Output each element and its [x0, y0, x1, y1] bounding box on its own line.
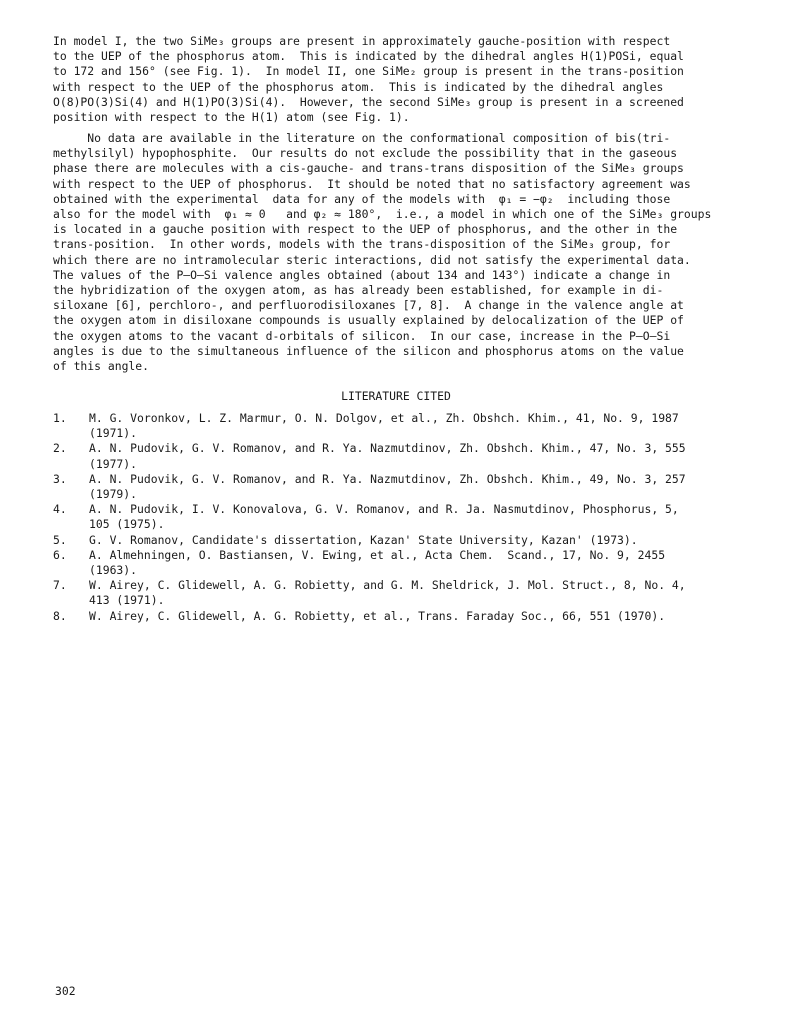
reference-item [53, 472, 743, 502]
reference-list [53, 411, 743, 624]
reference-number: 6. [53, 547, 67, 562]
reference-number: 7. [53, 578, 67, 593]
body-paragraph-2: No data are available in the literature on the conformational composition of bis(tri- methylsilyl) hypophosphite. Our results do not exclude the possibility that in the gaseous phase there are molecules with a cis-gauche- and trans-trans disposition of the SiMe₃ groups with respect to the UEP of phosphorus. It should be noted that no satisfactory agreement was obtained with the experimental data for any of the models with φ₁ = −φ₂ including those also for the model with φ₁ ≈ 0 and φ₂ ≈ 180°, i.e., a model in which one of the SiMe₃ groups is located in a gauche position with respect to the UEP of phosphorus, and the other in the trans-position. In other words, models with the trans-disposition of the SiMe₃ group, for which there are no intramolecular steric interactions, did not satisfy the experimental data. The values of the P—O—Si valence angles obtained (about 134 and 143°) indicate a change in the hybridization of the oxygen atom, as has already been established, for example in di- siloxane [6], perchloro-, and perfluorodisiloxanes [7, 8]. A change in the valence angle at the oxygen atom in disiloxane compounds is usually explained by delocalization of the UEP of the oxygen atoms to the vacant d-orbitals of silicon. In our case, increase in the P—O—Si angles is due to the simultaneous influence of the silicon and phosphorus atoms on the value of this angle. [53, 131, 712, 374]
reference-number: 4. [53, 502, 67, 517]
reference-number: 5. [53, 532, 67, 547]
reference-text: W. Airey, C. Glidewell, A. G. Robietty, et al., Trans. Faraday Soc., 66, 551 (1970). [89, 608, 666, 623]
reference-text: G. V. Romanov, Candidate's dissertation, Kazan' State University, Kazan' (1973). [89, 532, 638, 547]
page-number: 302 [55, 984, 76, 998]
reference-text: A. Almehningen, O. Bastiansen, V. Ewing, et al., Acta Chem. Scand., 17, No. 9, 2455 (1963). [89, 547, 666, 578]
reference-item [53, 533, 743, 548]
reference-number: 8. [53, 608, 67, 623]
reference-text: A. N. Pudovik, G. V. Romanov, and R. Ya. Nazmutdinov, Zh. Obshch. Khim., 47, No. 3, 555 (1977). [89, 441, 686, 471]
reference-number: 3. [53, 471, 67, 486]
reference-item [53, 548, 743, 578]
reference-item [53, 411, 743, 441]
reference-item [53, 502, 743, 532]
reference-item [53, 609, 743, 624]
reference-text: W. Airey, C. Glidewell, A. G. Robietty, and G. M. Sheldrick, J. Mol. Struct., 8, No. 4, 413 (1971). [89, 578, 686, 608]
reference-number: 1. [53, 411, 67, 425]
literature-cited-heading: LITERATURE CITED [341, 389, 451, 403]
reference-number: 2. [53, 441, 67, 456]
reference-item [53, 578, 743, 608]
reference-text: A. N. Pudovik, G. V. Romanov, and R. Ya. Nazmutdinov, Zh. Obshch. Khim., 49, No. 3, 257 (1979). [89, 471, 686, 502]
reference-text: A. N. Pudovik, I. V. Konovalova, G. V. Romanov, and R. Ja. Nasmutdinov, Phosphorus, 5, 105 (1975). [89, 502, 679, 532]
reference-item [53, 441, 743, 471]
reference-text: M. G. Voronkov, L. Z. Marmur, O. N. Dolgov, et al., Zh. Obshch. Khim., 41, No. 9, 1987 (1971). [89, 411, 679, 441]
body-paragraph-1: In model I, the two SiMe₃ groups are present in approximately gauche-position with respect to the UEP of the phosphorus atom. This is indicated by the dihedral angles H(1)POSi, equal to 172 and 156° (see Fig. 1). In model II, one SiMe₂ group is present in the trans-position with respect to the UEP of the phosphorus atom. This is indicated by the dihedral angles O(8)PO(3)Si(4) and H(1)PO(3)Si(4). However, the second SiMe₃ group is present in a screened position with respect to the H(1) atom (see Fig. 1). [53, 34, 684, 125]
